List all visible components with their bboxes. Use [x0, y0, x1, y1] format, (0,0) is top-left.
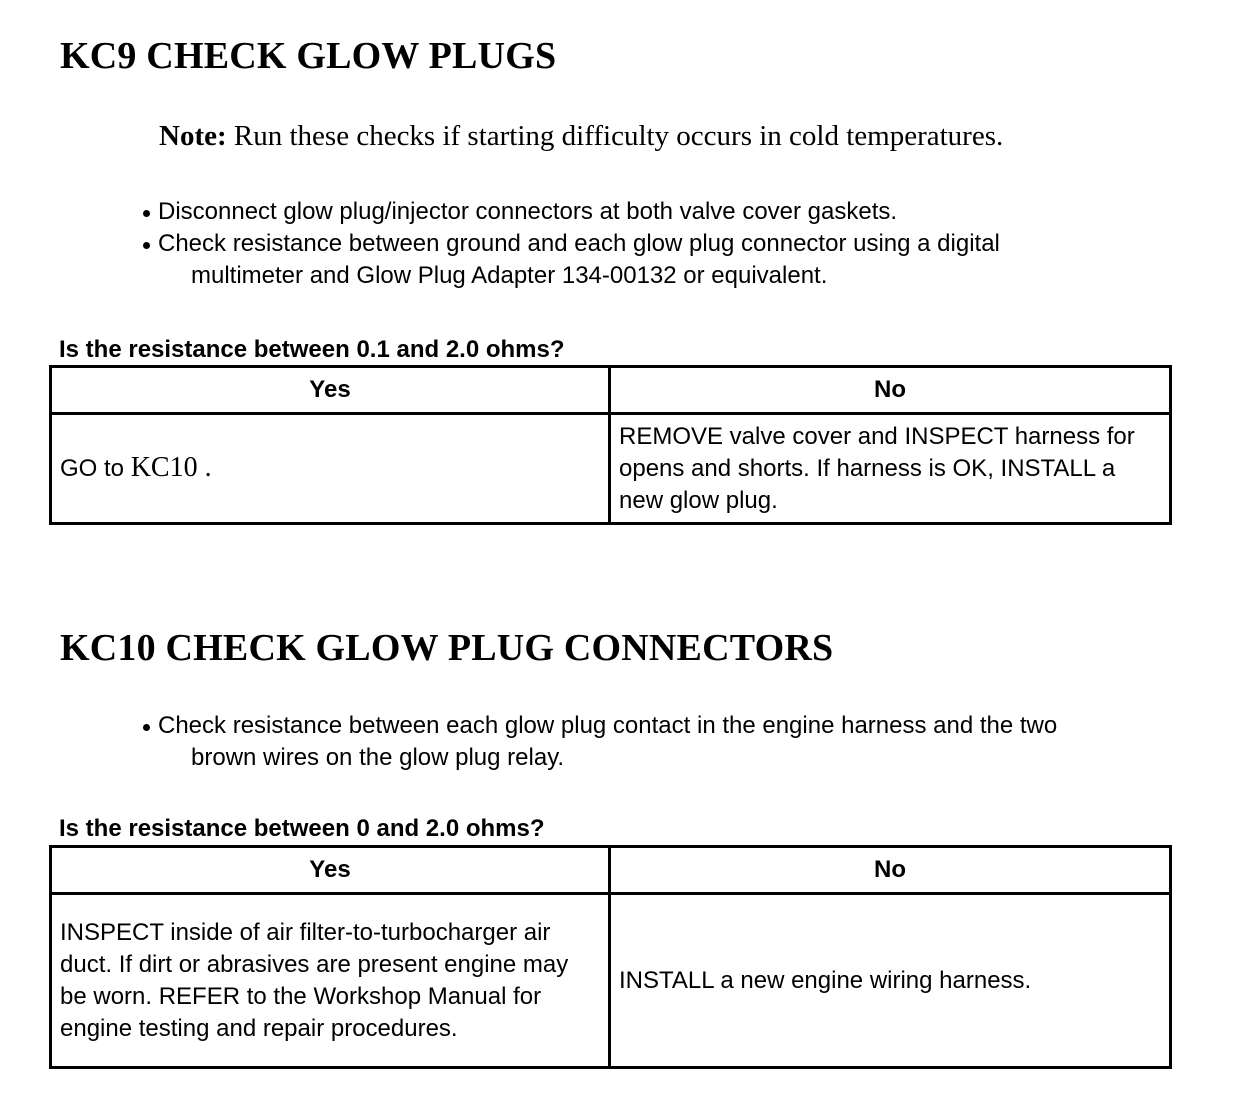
kc9-bullet-2-text: Check resistance between ground and each glow plug connector using a digital	[158, 230, 1000, 257]
yes-header: Yes	[51, 367, 610, 414]
note-text: Run these checks if starting difficulty occurs in cold temperatures.	[226, 120, 1004, 152]
kc9-yes-text: GO to	[60, 455, 131, 482]
kc9-yes-cell	[51, 414, 610, 524]
table-header-row	[51, 367, 1171, 414]
kc10-instructions	[140, 710, 1057, 774]
table-header-row	[51, 847, 1171, 894]
kc9-decision-table	[49, 365, 1172, 525]
kc9-no-cell: REMOVE valve cover and INSPECT harness for opens and shorts. If harness is OK, INSTALL a new glow plug.	[610, 414, 1171, 524]
kc10-question: Is the resistance between 0 and 2.0 ohms?	[59, 815, 545, 842]
kc9-instructions	[140, 196, 1000, 292]
kc9-question: Is the resistance between 0.1 and 2.0 ohms?	[59, 336, 565, 363]
kc10-reference-link[interactable]: KC10 .	[130, 452, 212, 483]
kc9-bullet-1	[140, 196, 1000, 228]
kc9-note	[159, 118, 1003, 154]
table-row	[51, 414, 1171, 524]
yes-header: Yes	[51, 847, 610, 894]
no-header: No	[610, 847, 1171, 894]
kc10-no-cell: INSTALL a new engine wiring harness.	[610, 894, 1171, 1068]
kc10-bullet-1-continuation: brown wires on the glow plug relay.	[191, 744, 565, 771]
kc10-bullet-1-text: Check resistance between each glow plug contact in the engine harness and the two	[158, 712, 1058, 739]
kc10-yes-cell: INSPECT inside of air filter-to-turbocharger air duct. If dirt or abrasives are present engine may be worn. REFER to the Workshop Manual for engine testing and repair procedures.	[51, 894, 610, 1068]
kc9-heading: KC9 CHECK GLOW PLUGS	[60, 35, 557, 77]
kc10-bullet-1	[140, 710, 1057, 774]
kc10-decision-table	[49, 845, 1172, 1069]
no-header: No	[610, 367, 1171, 414]
kc9-bullet-2-continuation: multimeter and Glow Plug Adapter 134-00132 or equivalent.	[191, 262, 828, 289]
kc9-bullet-2	[140, 228, 1000, 292]
kc9-bullet-1-text: Disconnect glow plug/injector connectors at both valve cover gaskets.	[158, 198, 898, 225]
kc10-heading: KC10 CHECK GLOW PLUG CONNECTORS	[60, 627, 834, 669]
table-row	[51, 894, 1171, 1068]
note-label: Note:	[159, 120, 227, 152]
